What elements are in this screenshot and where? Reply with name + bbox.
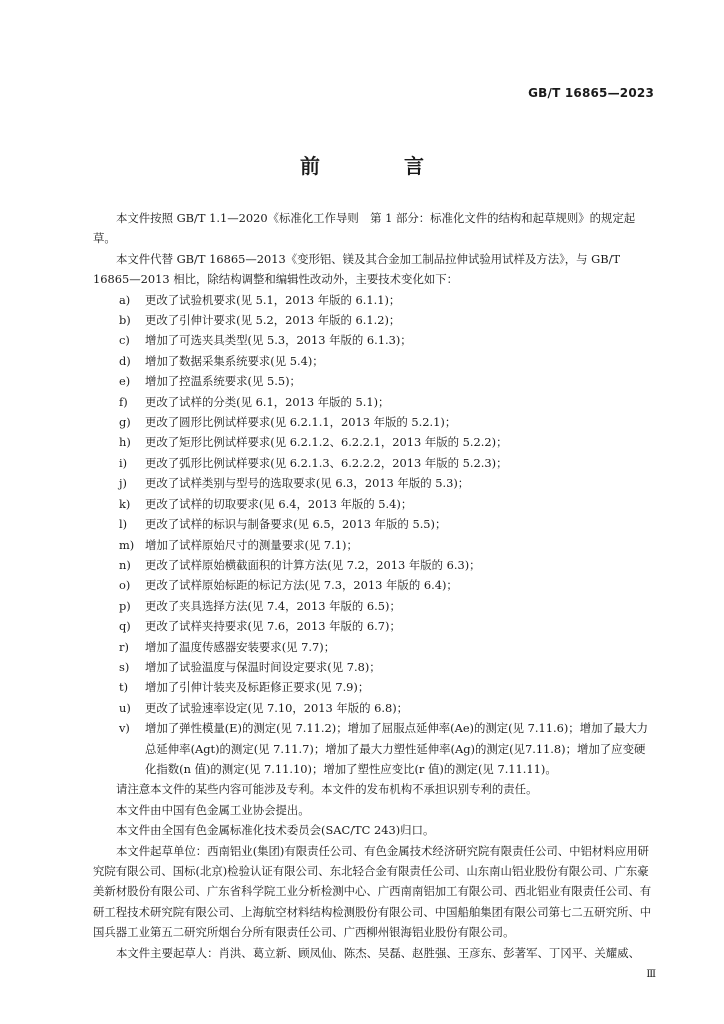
list-item: [93, 453, 653, 473]
list-text: 增加了温度传感器安装要求(见 7.7)；: [145, 639, 336, 654]
list-item: [93, 351, 653, 371]
change-list: [93, 290, 653, 780]
list-item: [93, 432, 653, 452]
list-text: 增加了弹性模量(E)的测定(见 7.11.2)；增加了屈服点延伸率(Ae)的测定(见 7.11.6)；增加了最大力总延伸率(Agt)的测定(见 7.11.7)；增加了最大力塑性延伸率(Ag)的测定(见7.11.8)；增加了应变硬化指数(n 值)的测定(见 7.11.10)；增加了塑性应变比(r 值)的测定(见 7.11.11)。: [145, 721, 649, 776]
list-text: 更改了试样的分类(见 6.1，2013 年版的 5.1)；: [145, 394, 390, 409]
list-item: [93, 310, 653, 330]
paragraph: 本文件按照 GB/T 1.1—2020《标准化工作导则 第 1 部分：标准化文件的结构和起草规则》的规定起草。: [93, 211, 636, 246]
list-marker: i): [119, 455, 128, 470]
list-marker: l): [119, 517, 128, 532]
list-marker: m): [119, 537, 135, 552]
list-text: 增加了控温系统要求(见 5.5)；: [145, 374, 301, 389]
list-marker: o): [119, 578, 131, 593]
standard-code: GB/T 16865—2023: [528, 86, 654, 100]
list-marker: t): [119, 680, 129, 695]
list-text: 更改了矩形比例试样要求(见 6.2.1.2、6.2.2.1，2013 年版的 5.2.2)；: [145, 435, 508, 450]
list-marker: h): [119, 435, 131, 450]
list-marker: c): [119, 333, 130, 348]
list-item: [93, 392, 653, 412]
list-item: [93, 637, 653, 657]
list-text: 更改了试样夹持要求(见 7.6，2013 年版的 6.7)；: [145, 619, 401, 634]
list-marker: f): [119, 394, 128, 409]
list-text: 增加了数据采集系统要求(见 5.4)；: [145, 353, 324, 368]
list-text: 增加了试验温度与保温时间设定要求(见 7.8)；: [145, 659, 381, 674]
list-item: [93, 718, 653, 779]
list-item: [93, 412, 653, 432]
list-marker: p): [119, 598, 131, 613]
paragraph: 本文件代替 GB/T 16865—2013《变形铝、镁及其合金加工制品拉伸试验用试样及方法》，与 GB/T 16865—2013 相比，除结构调整和编辑性改动外，主要技术变化如下：: [93, 251, 621, 287]
list-marker: d): [119, 353, 131, 368]
document-body: [93, 208, 653, 963]
list-item: [93, 290, 653, 310]
list-marker: e): [119, 374, 131, 389]
list-text: 更改了试样原始标距的标记方法(见 7.3，2013 年版的 6.4)；: [145, 578, 458, 593]
paragraph: 本文件由中国有色金属工业协会提出。: [116, 802, 310, 817]
list-item: [93, 698, 653, 718]
list-marker: j): [119, 476, 127, 491]
list-item: [93, 330, 653, 350]
list-text: 增加了试样原始尺寸的测量要求(见 7.1)；: [145, 537, 358, 552]
list-item: [93, 575, 653, 595]
list-item: [93, 616, 653, 636]
list-marker: k): [119, 496, 131, 511]
paragraph: 本文件主要起草人：肖洪、葛立新、顾凤仙、陈杰、吴磊、赵胜强、王彦东、彭著军、丁冈平、关耀威、: [116, 945, 640, 960]
list-text: 更改了圆形比例试样要求(见 6.2.1.1，2013 年版的 5.2.1)；: [145, 415, 457, 430]
list-text: 更改了试样原始横截面积的计算方法(见 7.2，2013 年版的 6.3)；: [145, 557, 481, 572]
list-marker: u): [119, 700, 131, 715]
list-item: [93, 535, 653, 555]
list-marker: v): [119, 721, 130, 736]
list-item: [93, 596, 653, 616]
list-item: [93, 514, 653, 534]
list-text: 更改了弧形比例试样要求(见 6.2.1.3、6.2.2.2，2013 年版的 5.2.3)；: [145, 455, 508, 470]
list-marker: s): [119, 659, 130, 674]
list-text: 更改了试样的切取要求(见 6.4，2013 年版的 5.4)；: [145, 496, 413, 511]
list-item: [93, 657, 653, 677]
list-item: [93, 473, 653, 493]
list-item: [93, 371, 653, 391]
list-text: 增加了引伸计装夹及标距修正要求(见 7.9)；: [145, 680, 370, 695]
paragraph: 本文件由全国有色金属标准化技术委员会(SAC/TC 243)归口。: [116, 823, 435, 838]
list-item: [93, 555, 653, 575]
list-text: 增加了可选夹具类型(见 5.3，2013 年版的 6.1.3)；: [145, 333, 412, 348]
list-marker: g): [119, 415, 131, 430]
list-item: [93, 494, 653, 514]
closing-paragraphs: [93, 779, 653, 963]
list-text: 更改了试样的标识与制备要求(见 6.5，2013 年版的 5.5)；: [145, 517, 447, 532]
list-text: 更改了试验速率设定(见 7.10，2013 年版的 6.8)；: [145, 700, 409, 715]
list-text: 更改了引伸计要求(见 5.2，2013 年版的 6.1.2)；: [145, 313, 401, 328]
paragraph: 请注意本文件的某些内容可能涉及专利。本文件的发布机构不承担识别专利的责任。: [116, 782, 538, 797]
list-item: [93, 677, 653, 697]
list-marker: r): [119, 639, 129, 654]
page-title: 前 言: [300, 154, 456, 178]
list-marker: q): [119, 619, 131, 634]
list-text: 更改了夹具选择方法(见 7.4，2013 年版的 6.5)；: [145, 598, 401, 613]
list-text: 更改了试验机要求(见 5.1，2013 年版的 6.1.1)；: [145, 292, 401, 307]
list-text: 更改了试样类别与型号的选取要求(见 6.3，2013 年版的 5.3)；: [145, 476, 470, 491]
list-marker: b): [119, 313, 131, 328]
paragraph: 本文件起草单位：西南铝业(集团)有限责任公司、有色金属技术经济研究院有限责任公司、中铝材料应用研究院有限公司、国标(北京)检验认证有限公司、东北轻合金有限责任公司、山东南山铝业股份有限公司、广东豪美新材股份有限公司、广东省科学院工业分析检测中心、广西南南铝加工有限公司、西北铝业有限责任公司、有研工程技术研究院有限公司、上海航空材料结构检测股份有限公司、中国船舶集团有限公司第七二五研究所、中国兵器工业第五二研究所烟台分所有限责任公司、广西柳州银海铝业股份有限公司。: [93, 843, 652, 940]
list-marker: a): [119, 292, 131, 307]
list-marker: n): [119, 557, 131, 572]
page-number: Ⅲ: [646, 969, 656, 980]
